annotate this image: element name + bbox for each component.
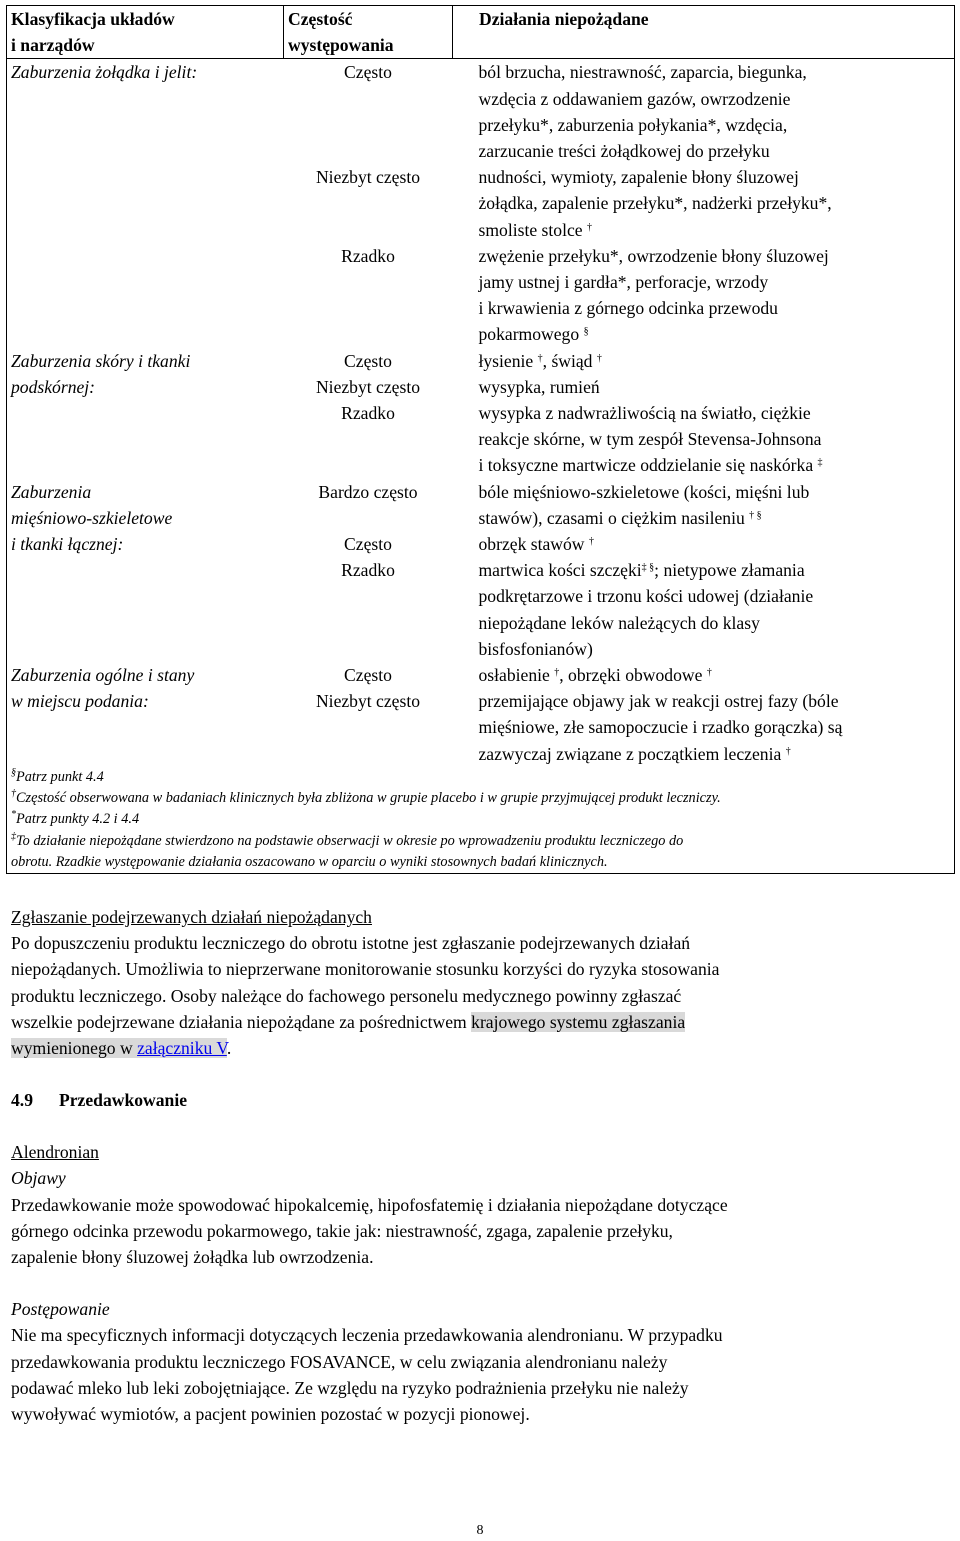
footnote-mark: † § [749, 509, 762, 521]
organ-class-cell [7, 557, 284, 662]
drug-name: Alendronian [11, 1142, 99, 1163]
management-heading: Postępowanie [11, 1299, 110, 1320]
effects-cell: osłabienie †, obrzęki obwodowe † [453, 662, 955, 688]
reporting-paragraph: Po dopuszczeniu produktu leczniczego do obrotu istotne jest zgłaszanie podejrzewanych działań niepożądanych. Umożliwia to nieprzerwane monitorowanie stosunku korzyści do ryzyka stosowania produktu leczniczego. Osoby należące do fachowego personelu medycznego powinny zgłaszać wszelkie podejrzewane działania niepożądane za pośrednictwem krajowego systemu zgłaszania wymienionego w załączniku V. [11, 933, 720, 1059]
effects-cell: bóle mięśniowo-szkieletowe (kości, mięśni lub stawów), czasami o ciężkim nasileniu † § [453, 479, 955, 531]
frequency-cell: Często [344, 534, 392, 555]
table-row [7, 688, 955, 767]
frequency-cell: Niezbyt często [315, 167, 421, 188]
effects-cell: wysypka z nadwrażliwością na światło, ciężkie reakcje skórne, w tym zespół Stevensa-Johnsona i toksyczne martwicze oddzielanie się naskórka ‡ [453, 400, 955, 479]
organ-class-cell [7, 400, 284, 479]
table-row [7, 531, 955, 557]
effects-cell: obrzęk stawów † [453, 531, 955, 557]
frequency-cell: Rzadko [341, 403, 395, 424]
frequency-cell: Niezbyt często [315, 691, 421, 712]
adverse-effects-table [6, 5, 955, 874]
page-number: 8 [476, 1523, 484, 1538]
table-row [7, 662, 955, 688]
table-row [7, 164, 955, 243]
table-row [7, 479, 955, 531]
frequency-cell: Rzadko [341, 245, 395, 266]
footnote-row: ‡To działanie niepożądane stwierdzono na podstawie obserwacji w okresie po wprowadzeniu produktu leczniczego do [7, 831, 955, 852]
table-header-row [7, 6, 955, 59]
organ-class-cell: Zaburzenia ogólne i stany [7, 662, 284, 688]
organ-class-cell: Zaburzenia skóry i tkanki [7, 348, 284, 374]
table-row [7, 59, 955, 164]
organ-class-cell: w miejscu podania: [7, 688, 284, 767]
footnote-mark: ‡ [817, 457, 823, 469]
symptoms-heading: Objawy [11, 1168, 66, 1189]
section-heading: 4.9 Przedawkowanie [11, 1090, 188, 1110]
footnote-row: †Częstość obserwowana w badaniach klinicznych była zbliżona w grupie placebo i w grupie przyjmującej produkt leczniczy. [7, 788, 955, 809]
footnote-mark: § [583, 326, 589, 338]
footnote-row: obrotu. Rzadkie występowanie działania oszacowano w oparciu o wyniki stosownych badań klinicznych. [7, 852, 955, 874]
management-paragraph: Nie ma specyficznych informacji dotyczących leczenia przedawkowania alendronianu. W przypadku przedawkowania produktu leczniczego FOSAVANCE, w celu związania alendronianu należy podawać mleko lub leki zobojętniające. Ze względu na ryzyko podrażnienia przełyku nie należy wywoływać wymiotów, a pacjent powinien pozostać w pozycji pionowej. [11, 1325, 723, 1425]
effects-cell: łysienie †, świąd † [453, 348, 955, 374]
header-adverse-effects: Działania niepożądane [453, 6, 955, 59]
frequency-cell: Często [344, 665, 392, 686]
footnote-row: *Patrz punkty 4.2 i 4.4 [7, 809, 955, 830]
effects-cell: przemijające objawy jak w reakcji ostrej fazy (bóle mięśniowe, złe samopoczucie i rzadko gorączka) są zazwyczaj związane z początkiem leczenia † [453, 688, 955, 767]
footnote-mark: † [554, 667, 560, 679]
annex-v-link[interactable]: załączniku V [137, 1038, 227, 1059]
table-row [7, 348, 955, 374]
table-row [7, 557, 955, 662]
table-row [7, 400, 955, 479]
organ-class-cell: i tkanki łącznej: [7, 531, 284, 557]
table-row [7, 374, 955, 400]
footnote-mark: † [596, 352, 602, 364]
overdose-section [11, 1087, 951, 1427]
frequency-cell: Rzadko [341, 560, 395, 581]
footnote-mark: † [706, 667, 712, 679]
organ-class-cell [7, 243, 284, 348]
organ-class-cell: Zaburzenia żołądka i jelit: [7, 59, 284, 164]
footnote-mark: ‡ § [641, 562, 655, 574]
effects-cell: martwica kości szczęki‡ §; nietypowe złamania podkrętarzowe i trzonu kości udowej (działanie niepożądane leków należących do klasy bisfosfonianów) [453, 557, 955, 662]
effects-cell: wysypka, rumień [453, 374, 955, 400]
header-frequency: Częstość występowania [284, 6, 453, 59]
effects-cell: zwężenie przełyku*, owrzodzenie błony śluzowej jamy ustnej i gardła*, perforacje, wrzody i krwawienia z górnego odcinka przewodu pokarmowego § [453, 243, 955, 348]
effects-cell: ból brzucha, niestrawność, zaparcia, biegunka, wzdęcia z oddawaniem gazów, owrzodzenie przełyku*, zaburzenia połykania*, wzdęcia, zarzucanie treści żołądkowej do przełyku [453, 59, 955, 164]
footnote-mark: † [785, 745, 791, 757]
table-row [7, 243, 955, 348]
frequency-cell: Często [344, 350, 392, 371]
reporting-section [11, 904, 951, 1061]
organ-class-cell: Zaburzenia mięśniowo-szkieletowe [7, 479, 284, 531]
frequency-cell: Często [344, 62, 392, 83]
symptoms-paragraph: Przedawkowanie może spowodować hipokalcemię, hipofosfatemię i działania niepożądane dotyczące górnego odcinka przewodu pokarmowego, takie jak: niestrawność, zgaga, zapalenie przełyku, zapalenie błony śluzowej żołądka lub owrzodzenia. [11, 1194, 728, 1268]
frequency-cell: Bardzo często [318, 481, 418, 502]
reporting-heading: Zgłaszanie podejrzewanych działań niepożądanych [11, 907, 372, 927]
organ-class-cell [7, 164, 284, 243]
footnote-row: §Patrz punkt 4.4 [7, 767, 955, 788]
effects-cell: nudności, wymioty, zapalenie błony śluzowej żołądka, zapalenie przełyku*, nadżerki przełyku*, smoliste stolce † [453, 164, 955, 243]
header-organ-class: Klasyfikacja układów i narządów [7, 6, 284, 59]
footnote-mark: † [588, 536, 594, 548]
frequency-cell: Niezbyt często [315, 376, 421, 397]
footnote-mark: † [587, 221, 592, 233]
organ-class-cell: podskórnej: [7, 374, 284, 400]
footnote-mark: † [537, 352, 543, 364]
